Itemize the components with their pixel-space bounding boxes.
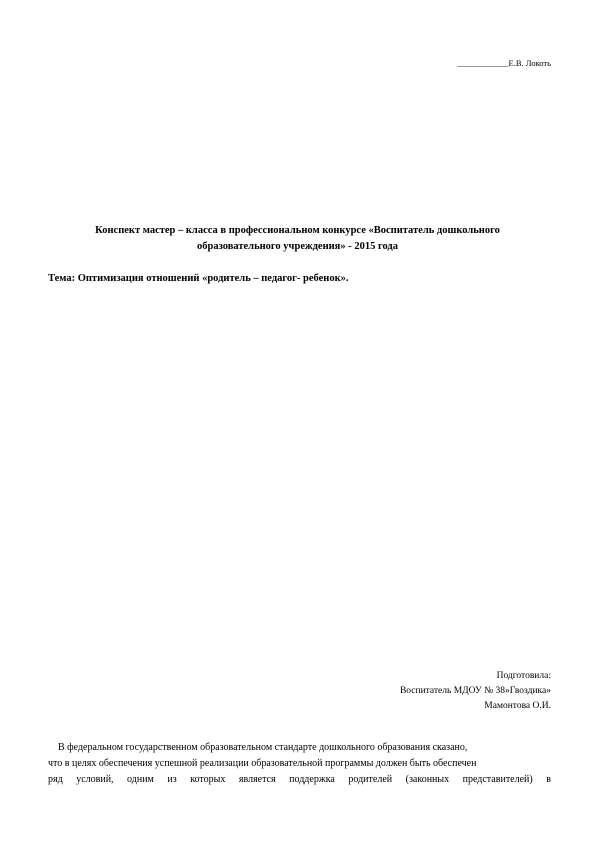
body-word: одним	[127, 774, 154, 785]
body-word: из	[167, 774, 177, 785]
body-paragraph	[48, 740, 551, 788]
body-word: поддержка	[289, 774, 335, 785]
prepared-by-position: Воспитатель МДОУ № 38»Гвоздика»	[399, 686, 551, 696]
body-line-3	[48, 772, 551, 788]
body-word: которых	[190, 774, 226, 785]
body-line-1: В федеральном государственном образовательном стандарте дошкольного образования сказано,	[58, 742, 468, 753]
document-title-line-1: Конспект мастер – класса в профессиональном конкурсе «Воспитатель дошкольного	[95, 225, 500, 236]
document-title	[40, 223, 555, 255]
topic-heading: Тема: Оптимизация отношений «родитель – педагог- ребенок».	[48, 273, 349, 284]
prepared-by-label: Подготовила:	[496, 671, 551, 681]
approval-signature-line: ____________Е.В. Локоть	[457, 58, 551, 68]
body-word: родителей	[348, 774, 393, 785]
body-word: (законных	[405, 774, 450, 785]
body-word: в	[546, 774, 551, 785]
body-word: ряд	[48, 774, 63, 785]
prepared-by-name: Мамонтова О.И.	[484, 701, 551, 711]
document-title-line-2: образовательного учреждения» - 2015 года	[196, 241, 398, 252]
body-word: условий,	[76, 774, 114, 785]
body-line-2: что в целях обеспечения успешной реализации образовательной программы должен быть обеспечен	[48, 758, 477, 769]
prepared-by-block	[400, 669, 551, 714]
body-word: представителей)	[462, 774, 533, 785]
body-word: является	[238, 774, 276, 785]
